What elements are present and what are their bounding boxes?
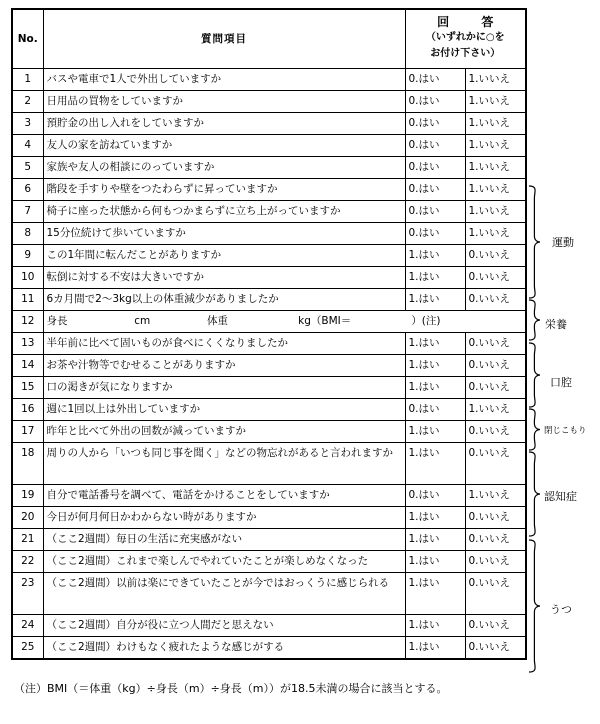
answer-option-1[interactable]: 1.はい xyxy=(405,443,465,485)
answer-option-1[interactable]: 0.はい xyxy=(405,69,465,91)
question-number: 20 xyxy=(12,507,43,529)
question-row xyxy=(12,201,526,223)
answer-option-2[interactable]: 1.いいえ xyxy=(465,69,526,91)
answer-option-2[interactable]: 0.いいえ xyxy=(465,615,526,637)
answer-option-2[interactable]: 0.いいえ xyxy=(465,267,526,289)
question-row xyxy=(12,245,526,267)
question-text: 今日が何月何日かわからない時がありますか xyxy=(43,507,405,529)
answer-option-2[interactable]: 0.いいえ xyxy=(465,421,526,443)
question-row xyxy=(12,311,526,333)
answer-option-1[interactable]: 0.はい xyxy=(405,135,465,157)
answer-option-2[interactable]: 1.いいえ xyxy=(465,201,526,223)
answer-option-2[interactable]: 0.いいえ xyxy=(465,377,526,399)
question-text: 日用品の買物をしていますか xyxy=(43,91,405,113)
questionnaire-sheet xyxy=(11,8,525,660)
question-number: 7 xyxy=(12,201,43,223)
question-row xyxy=(12,377,526,399)
category-eiyou-label: 栄養 xyxy=(545,318,567,331)
question-text: 家族や友人の相談にのっていますか xyxy=(43,157,405,179)
question-text: 椅子に座った状態から何もつかまらずに立ち上がっていますか xyxy=(43,201,405,223)
question-text: お茶や汁物等でむせることがありますか xyxy=(43,355,405,377)
question-number: 13 xyxy=(12,333,43,355)
answer-option-2[interactable]: 1.いいえ xyxy=(465,399,526,421)
question-text: （ここ2週間）自分が役に立つ人間だと思えない xyxy=(43,615,405,637)
header-item: 質問項目 xyxy=(43,9,405,69)
question-number: 12 xyxy=(12,311,43,333)
question-text: （ここ2週間）以前は楽にできていたことが今ではおっくうに感じられる xyxy=(43,573,405,615)
question-text: 友人の家を訪ねていますか xyxy=(43,135,405,157)
question-number: 15 xyxy=(12,377,43,399)
question-row xyxy=(12,421,526,443)
question-text: 転倒に対する不安は大きいですか xyxy=(43,267,405,289)
question-row xyxy=(12,113,526,135)
question-number: 5 xyxy=(12,157,43,179)
question-row xyxy=(12,443,526,485)
category-ninchisho-label: 認知症 xyxy=(544,490,577,503)
answer-option-2[interactable]: 0.いいえ xyxy=(465,245,526,267)
question-text: 周りの人から「いつも同じ事を聞く」などの物忘れがあると言われますか xyxy=(43,443,405,485)
question-number: 23 xyxy=(12,573,43,615)
category-utsu-label: うつ xyxy=(550,603,572,616)
question-number: 21 xyxy=(12,529,43,551)
answer-option-2[interactable]: 1.いいえ xyxy=(465,223,526,245)
bmi-height-label: 身長 xyxy=(46,315,68,327)
brace-utsu xyxy=(529,540,540,672)
footnote: （注）BMI（＝体重（kg）÷身長（m）÷身長（m））が18.5未満の場合に該当とする。 xyxy=(14,682,448,695)
question-number: 1 xyxy=(12,69,43,91)
question-number: 24 xyxy=(12,615,43,637)
answer-option-1[interactable]: 1.はい xyxy=(405,573,465,615)
question-row xyxy=(12,637,526,660)
category-koukuu-label: 口腔 xyxy=(550,376,572,389)
question-number: 17 xyxy=(12,421,43,443)
question-number: 18 xyxy=(12,443,43,485)
question-row xyxy=(12,573,526,615)
question-text: 階段を手すりや壁をつたわらずに昇っていますか xyxy=(43,179,405,201)
answer-option-1[interactable]: 0.はい xyxy=(405,201,465,223)
answer-option-2[interactable]: 0.いいえ xyxy=(465,355,526,377)
question-row xyxy=(12,69,526,91)
answer-option-1[interactable]: 0.はい xyxy=(405,399,465,421)
question-text: 口の渇きが気になりますか xyxy=(43,377,405,399)
question-text: （ここ2週間）毎日の生活に充実感がない xyxy=(43,529,405,551)
question-row xyxy=(12,157,526,179)
header-answer-note-1: （いずれかに○を xyxy=(425,32,505,43)
answer-option-1[interactable]: 1.はい xyxy=(405,615,465,637)
question-number: 14 xyxy=(12,355,43,377)
question-row xyxy=(12,135,526,157)
answer-option-1[interactable]: 1.はい xyxy=(405,551,465,573)
question-row xyxy=(12,289,526,311)
bmi-cm-unit: cm xyxy=(134,315,151,327)
answer-option-2[interactable]: 0.いいえ xyxy=(465,333,526,355)
answer-option-2[interactable]: 0.いいえ xyxy=(465,551,526,573)
answer-option-2[interactable]: 1.いいえ xyxy=(465,179,526,201)
answer-option-2[interactable]: 0.いいえ xyxy=(465,529,526,551)
bmi-close-label: ）(注) xyxy=(411,315,441,327)
answer-option-2[interactable]: 1.いいえ xyxy=(465,157,526,179)
answer-option-2[interactable]: 0.いいえ xyxy=(465,507,526,529)
question-number: 16 xyxy=(12,399,43,421)
question-row xyxy=(12,507,526,529)
question-row xyxy=(12,91,526,113)
question-number: 4 xyxy=(12,135,43,157)
bmi-weight-label: 体重 xyxy=(207,315,229,327)
question-row xyxy=(12,267,526,289)
header-answer xyxy=(405,9,526,69)
question-row xyxy=(12,485,526,507)
question-text: 週に1回以上は外出していますか xyxy=(43,399,405,421)
question-row xyxy=(12,529,526,551)
question-row xyxy=(12,333,526,355)
question-text: 昨年と比べて外出の回数が減っていますか xyxy=(43,421,405,443)
question-text: 6カ月間で2～3kg以上の体重減少がありましたか xyxy=(43,289,405,311)
answer-option-1[interactable]: 0.はい xyxy=(405,485,465,507)
question-number: 9 xyxy=(12,245,43,267)
header-answer-title: 回 答 xyxy=(437,15,508,29)
answer-option-2[interactable]: 0.いいえ xyxy=(465,637,526,660)
question-row xyxy=(12,399,526,421)
category-tojikomori-label: 閉じこもり xyxy=(544,426,587,436)
brace-tojikomori xyxy=(529,409,540,450)
question-number: 25 xyxy=(12,637,43,660)
answer-option-2[interactable]: 1.いいえ xyxy=(465,135,526,157)
question-number: 10 xyxy=(12,267,43,289)
question-text: 自分で電話番号を調べて、電話をかけることをしていますか xyxy=(43,485,405,507)
question-number: 6 xyxy=(12,179,43,201)
answer-option-1[interactable]: 1.はい xyxy=(405,637,465,660)
question-number: 2 xyxy=(12,91,43,113)
question-text: 15分位続けて歩いていますか xyxy=(43,223,405,245)
question-row xyxy=(12,355,526,377)
brace-undou xyxy=(529,186,540,298)
answer-option-1[interactable]: 0.はい xyxy=(405,113,465,135)
answer-option-2[interactable]: 1.いいえ xyxy=(465,113,526,135)
answer-option-1[interactable]: 1.はい xyxy=(405,289,465,311)
answer-option-1[interactable]: 0.はい xyxy=(405,157,465,179)
answer-option-1[interactable]: 1.はい xyxy=(405,529,465,551)
question-number: 22 xyxy=(12,551,43,573)
question-row xyxy=(12,223,526,245)
bmi-row[interactable] xyxy=(43,311,526,333)
answer-option-2[interactable]: 0.いいえ xyxy=(465,573,526,615)
question-text: 預貯金の出し入れをしていますか xyxy=(43,113,405,135)
question-text: この1年間に転んだことがありますか xyxy=(43,245,405,267)
question-number: 19 xyxy=(12,485,43,507)
answer-option-1[interactable]: 1.はい xyxy=(405,355,465,377)
header-answer-note-2: お付け下さい） xyxy=(430,48,501,59)
question-text: （ここ2週間）これまで楽しんでやれていたことが楽しめなくなった xyxy=(43,551,405,573)
answer-option-1[interactable]: 1.はい xyxy=(405,245,465,267)
answer-option-1[interactable]: 1.はい xyxy=(405,333,465,355)
header-no: No. xyxy=(12,9,43,69)
question-text: 半年前に比べて固いものが食べにくくなりましたか xyxy=(43,333,405,355)
answer-option-1[interactable]: 1.はい xyxy=(405,267,465,289)
bmi-kg-unit: kg（BMI＝ xyxy=(298,315,352,327)
answer-option-1[interactable]: 1.はい xyxy=(405,507,465,529)
answer-option-1[interactable]: 1.はい xyxy=(405,421,465,443)
brace-koukuu xyxy=(529,343,540,407)
question-number: 3 xyxy=(12,113,43,135)
question-number: 8 xyxy=(12,223,43,245)
table-header-row xyxy=(12,9,526,69)
question-row xyxy=(12,615,526,637)
answer-option-2[interactable]: 0.いいえ xyxy=(465,443,526,485)
answer-option-2[interactable]: 1.いいえ xyxy=(465,485,526,507)
brace-ninchisho xyxy=(529,452,540,536)
questionnaire-table xyxy=(11,8,527,660)
answer-option-2[interactable]: 0.いいえ xyxy=(465,289,526,311)
answer-option-1[interactable]: 0.はい xyxy=(405,223,465,245)
question-row xyxy=(12,179,526,201)
answer-option-1[interactable]: 1.はい xyxy=(405,377,465,399)
brace-eiyou xyxy=(529,300,540,340)
answer-option-1[interactable]: 0.はい xyxy=(405,179,465,201)
question-rows xyxy=(12,69,526,660)
question-text: （ここ2週間）わけもなく疲れたような感じがする xyxy=(43,637,405,660)
answer-option-2[interactable]: 1.いいえ xyxy=(465,91,526,113)
category-undou-label: 運動 xyxy=(552,236,574,249)
question-row xyxy=(12,551,526,573)
answer-option-1[interactable]: 0.はい xyxy=(405,91,465,113)
question-number: 11 xyxy=(12,289,43,311)
question-text: バスや電車で1人で外出していますか xyxy=(43,69,405,91)
